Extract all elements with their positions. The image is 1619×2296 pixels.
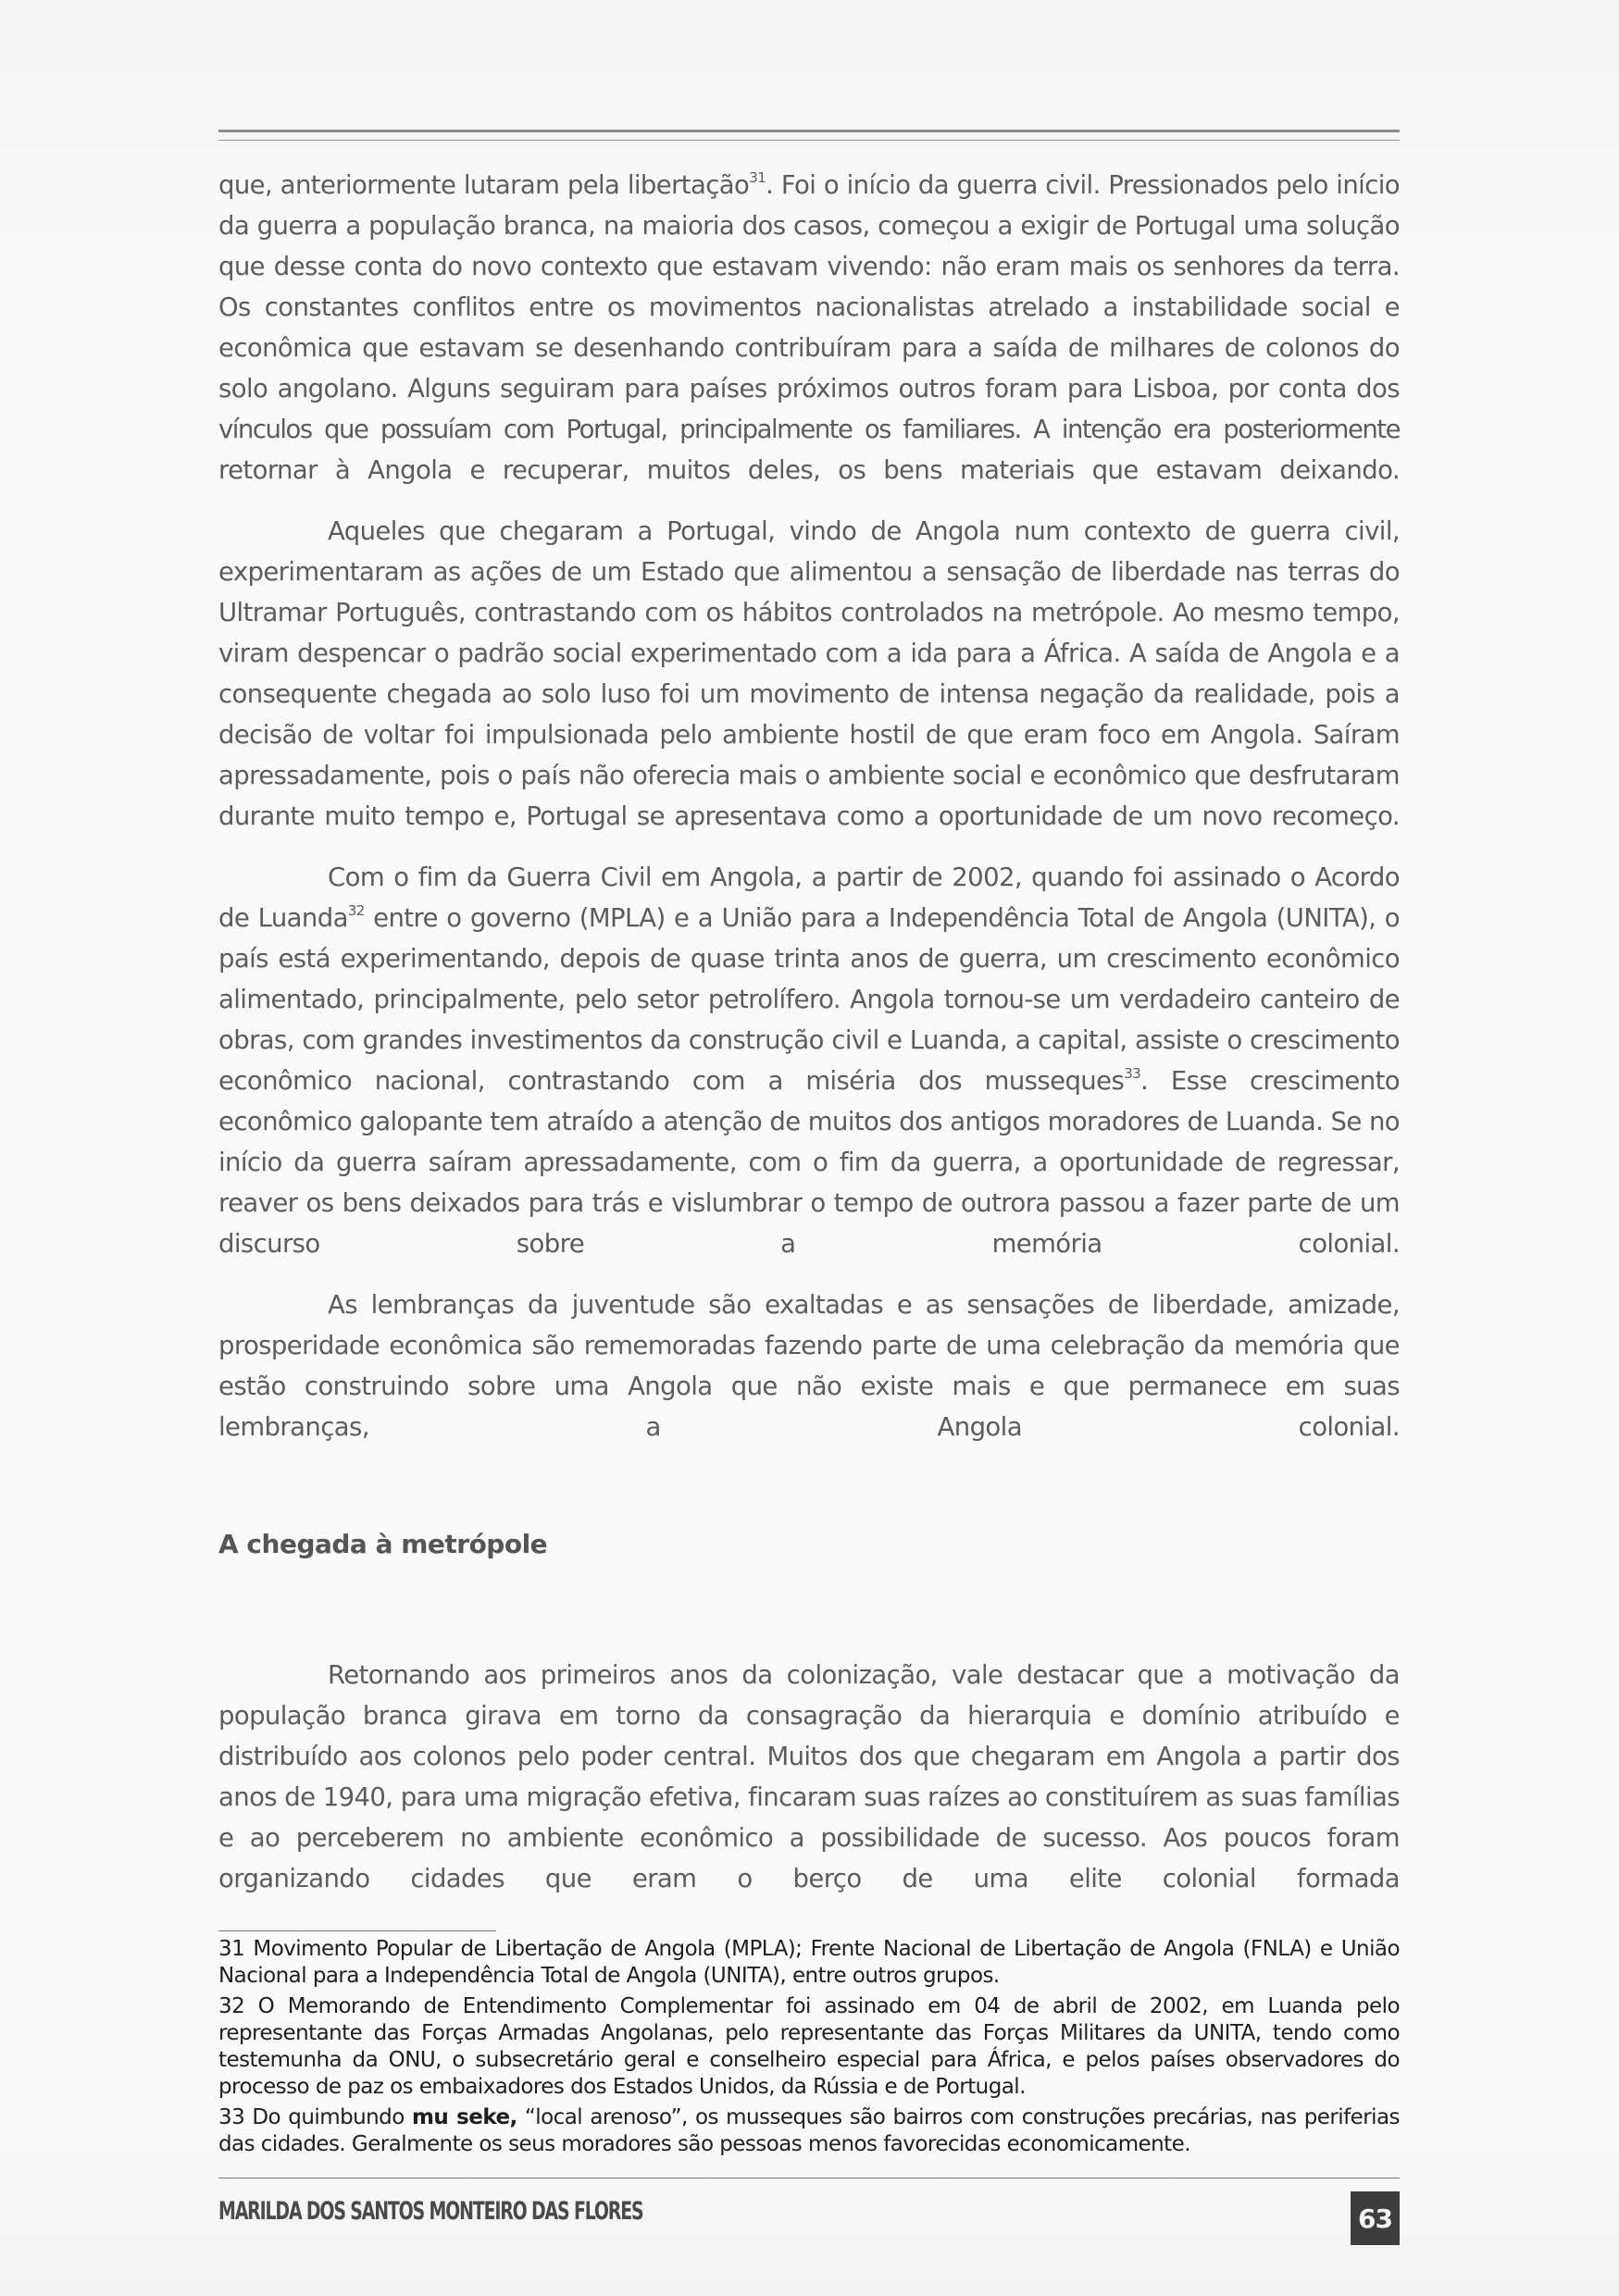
paragraph-1 bbox=[218, 165, 1400, 490]
paragraph-1-text-c: retornar à Angola e recuperar, muitos deles, os bens materiais que estavam deixando. bbox=[218, 455, 1400, 485]
footnote-31: 31 Movimento Popular de Libertação de Angola (MPLA); Frente Nacional de Libertação de Angola (FNLA) e União Nacional para a Independência Total de Angola (UNITA), entre outros grupos. bbox=[218, 1937, 1400, 1988]
section-paragraph: Retornando aos primeiros anos da colonização, vale destacar que a motivação da população branca girava em torno da consagração da hierarquia e domínio atribuído e distribuído aos colonos pelo poder central. Muitos dos que chegaram em Angola a partir dos anos de 1940, para uma migração efetiva, fincaram suas raízes ao constituírem as suas famílias e ao perceberem no ambiente econômico a possibilidade de sucesso. Aos poucos foram organizando cidades que eram o berço de uma elite colonial formada bbox=[218, 1660, 1400, 1893]
paragraph-3 bbox=[218, 857, 1400, 1264]
paragraph-3-text-c: . Esse crescimento econômico galopante tem atraído a atenção de muitos dos antigos moradores de Luanda. Se no início da guerra saíram apressadamente, com o fim da guerra, a oportunidade de regressar, reaver os bens deixados para trás e vislumbrar o tempo de outrora passou a fazer parte de um discurso sobre a memória colonial. bbox=[218, 1066, 1400, 1259]
footnote-33-text-a: 33 Do quimbundo bbox=[218, 2105, 412, 2129]
footnote-ref-31[interactable]: 31 bbox=[749, 169, 766, 186]
header-double-rule bbox=[218, 130, 1400, 141]
paragraph-3-text-a: Com o fim da Guerra Civil em Angola, a partir de 2002, quando foi assinado o Acordo de Luanda bbox=[218, 863, 1400, 933]
paragraph-1-text-b: . Foi o início da guerra civil. Pressionados pelo início da guerra a população branca, na maioria dos casos, começou a exigir de Portugal uma solução que desse conta do novo contexto que estavam vivendo: não eram mais os senhores da terra. Os constantes conflitos entre os movimentos nacionalistas atrelado a instabilidade social e econômica que estavam se desenhando contribuíram para a saída de milhares de colonos do solo angolano. Alguns seguiram para países próximos outros foram para Lisboa, por conta dos bbox=[218, 170, 1400, 403]
footnote-33-term: mu seke, bbox=[411, 2105, 517, 2129]
paragraph-1-text-condensed: vínculos que possuíam com Portugal, principalmente os familiares. A intenção era posteriormente bbox=[218, 415, 1400, 444]
main-body bbox=[218, 165, 1400, 1468]
footnote-ref-33[interactable]: 33 bbox=[1124, 1065, 1141, 1082]
section-body bbox=[218, 1655, 1400, 1919]
document-page bbox=[218, 0, 1400, 2296]
paragraph-1-text-a: que, anteriormente lutaram pela libertação bbox=[218, 170, 750, 200]
footnote-33 bbox=[218, 2104, 1400, 2158]
footnote-33-text-b: “local arenoso”, os musseques são bairros com construções precárias, nas periferias das cidades. Geralmente os seus moradores são pessoas menos favorecidas economicamente. bbox=[218, 2105, 1400, 2156]
footnote-ref-32[interactable]: 32 bbox=[347, 902, 365, 919]
paragraph-2: Aqueles que chegaram a Portugal, vindo de Angola num contexto de guerra civil, experimentaram as ações de um Estado que alimentou a sensação de liberdade nas terras do Ultramar Português, contrastando com os hábitos controlados na metrópole. Ao mesmo tempo, viram despencar o padrão social experimentado com a ida para a África. A saída de Angola e a consequente chegada ao solo luso foi um movimento de intensa negação da realidade, pois a decisão de voltar foi impulsionada pelo ambiente hostil de que eram foco em Angola. Saíram apressadamente, pois o país não oferecia mais o ambiente social e econômico que desfrutaram durante muito tempo e, Portugal se apresentava como a oportunidade de um novo recomeço. bbox=[218, 516, 1400, 831]
footer-author: MARILDA DOS SANTOS MONTEIRO DAS FLORES bbox=[218, 2197, 643, 2226]
paragraph-3-text-b: entre o governo (MPLA) e a União para a Independência Total de Angola (UNITA), o país está experimentando, depois de quase trinta anos de guerra, um crescimento econômico alimentado, principalmente, pelo setor petrolífero. Angola tornou-se um verdadeiro canteiro de obras, com grandes investimentos da construção civil e Luanda, a capital, assiste o crescimento econômico nacional, contrastando com a miséria dos musseques bbox=[218, 903, 1400, 1096]
page-number-badge: 63 bbox=[1351, 2191, 1400, 2245]
footnote-32: 32 O Memorando de Entendimento Complementar foi assinado em 04 de abril de 2002, em Luanda pelo representante das Forças Armadas Angolanas, pelo representante das Forças Militares da UNITA, tendo como testemunha da ONU, o subsecretário geral e conselheiro especial para África, e pelos países observadores do processo de paz os embaixadores dos Estados Unidos, da Rússia e de Portugal. bbox=[218, 1994, 1400, 2099]
section-heading: A chegada à metrópole bbox=[218, 1529, 548, 1559]
footnote-separator bbox=[218, 1930, 496, 1931]
footnotes bbox=[218, 1936, 1400, 2162]
paragraph-4: As lembranças da juventude são exaltadas e as sensações de liberdade, amizade, prosperidade econômica são rememoradas fazendo parte de uma celebração da memória que estão construindo sobre uma Angola que não existe mais e que permanece em suas lembranças, a Angola colonial. bbox=[218, 1290, 1400, 1442]
